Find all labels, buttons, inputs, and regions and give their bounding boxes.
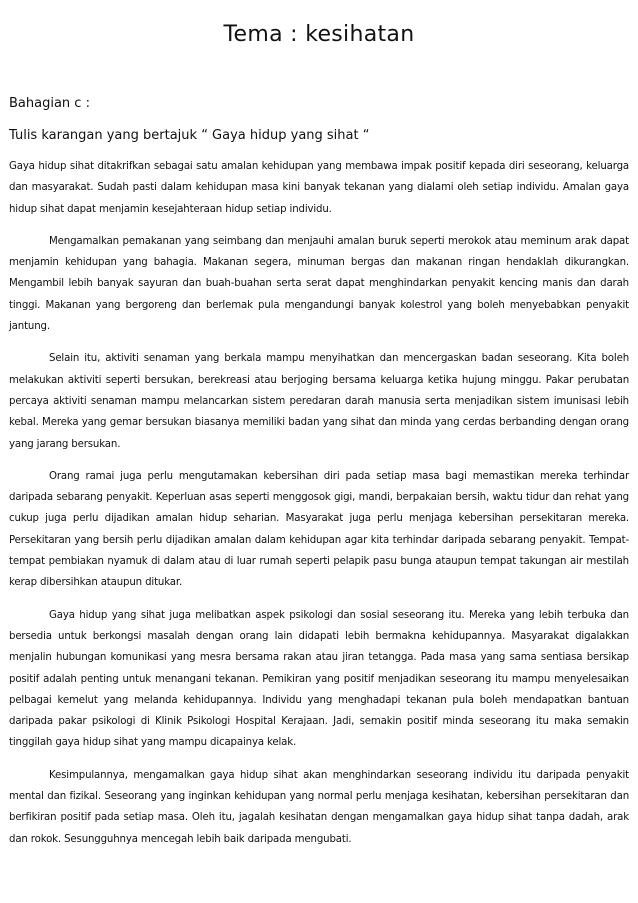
paragraph-exercise: Selain itu, aktiviti senaman yang berkala mampu menyihatkan dan mencergaskan badan seseorang. Kita boleh melakukan aktiviti seperti bersukan, berekreasi atau berjoging bersama keluarga ketika hujung minggu. Pakar perubatan percaya aktiviti senaman mampu melancarkan sistem peredaran darah manusia serta menjadikan sistem imunisasi lebih kebal. Mereka yang gemar bersukan biasanya memiliki badan yang sihat dan minda yang cerdas berbanding dengan orang yang jarang bersukan. — [9, 353, 629, 450]
paragraph-hygiene: Orang ramai juga perlu mengutamakan kebersihan diri pada setiap masa bagi memastikan mereka terhindar daripada sebarang penyakit. Keperluan asas seperti menggosok gigi, mandi, berpakaian bersih, waktu tidur dan rehat yang cukup juga perlu dijadikan amalan hidup seharian. Masyarakat juga perlu menjaga kebersihan persekitaran mereka. Persekitaran yang bersih perlu dijadikan amalan dalam kehidupan agar kita terhindar daripada sebarang penyakit. Tempat-tempat pembiakan nyamuk di dalam atau di luar rumah seperti pelapik pasu bunga ataupun tempat takungan air mestilah kerap dibersihkan ataupun ditukar. — [9, 470, 629, 589]
essay-heading: Tulis karangan yang bertajuk “ Gaya hidup yang sihat “ — [9, 128, 370, 143]
paragraph-psychology: Gaya hidup yang sihat juga melibatkan aspek psikologi dan sosial seseorang itu. Mereka yang lebih terbuka dan bersedia untuk berkongsi masalah dengan orang lain didapati lebih bermakna kehidupannya. Masyarakat digalakkan menjalin hubungan komunikasi yang mesra bersama rakan atau jiran tetangga. Pada masa yang sama sentiasa bersikap positif adalah penting untuk menangani tekanan. Pemikiran yang positif menjadikan seseorang itu mampu menyelesaikan pelbagai kemelut yang melanda kehidupannya. Individu yang menghadapi tekanan pula boleh mendapatkan bantuan daripada pakar psikologi di Klinik Psikologi Hospital Kerajaan. Jadi, semakin positif minda seseorang itu maka semakin tinggilah gaya hidup sihat yang mampu dicapainya kelak. — [9, 609, 629, 749]
paragraph-diet: Mengamalkan pemakanan yang seimbang dan menjauhi amalan buruk seperti merokok atau meminum arak dapat menjamin kehidupan yang bahagia. Makanan segera, minuman bergas dan makanan ringan hendaklah dikurangkan. Mengambil lebih banyak sayuran dan buah-buahan serta serat dapat menghindarkan penyakit kencing manis dan darah tinggi. Makanan yang bergoreng dan berlemak pula mengandungi banyak kolestrol yang boleh menyebabkan penyakit jantung. — [9, 235, 629, 333]
section-label: Bahagian c : — [9, 96, 90, 111]
paragraph-conclusion: Kesimpulannya, mengamalkan gaya hidup sihat akan menghindarkan seseorang individu itu daripada penyakit mental dan fizikal. Seseorang yang inginkan kehidupan yang normal perlu menjaga kesihatan, kebersihan persekitaran dan berfikiran positif pada setiap masa. Oleh itu, jagalah kesihatan dengan mengamalkan gaya hidup sihat tanpa dadah, arak dan rokok. Sesungguhnya mencegah lebih baik daripada mengubati. — [9, 769, 629, 845]
essay-body — [9, 156, 629, 861]
document-title: Tema : kesihatan — [223, 22, 415, 47]
paragraph-introduction: Gaya hidup sihat ditakrifkan sebagai satu amalan kehidupan yang membawa impak positif kepada diri seseorang, keluarga dan masyarakat. Sudah pasti dalam kehidupan masa kini banyak tekanan yang dialami oleh setiap individu. Amalan gaya hidup sihat dapat menjamin kesejahteraan hidup setiap individu. — [9, 161, 629, 215]
